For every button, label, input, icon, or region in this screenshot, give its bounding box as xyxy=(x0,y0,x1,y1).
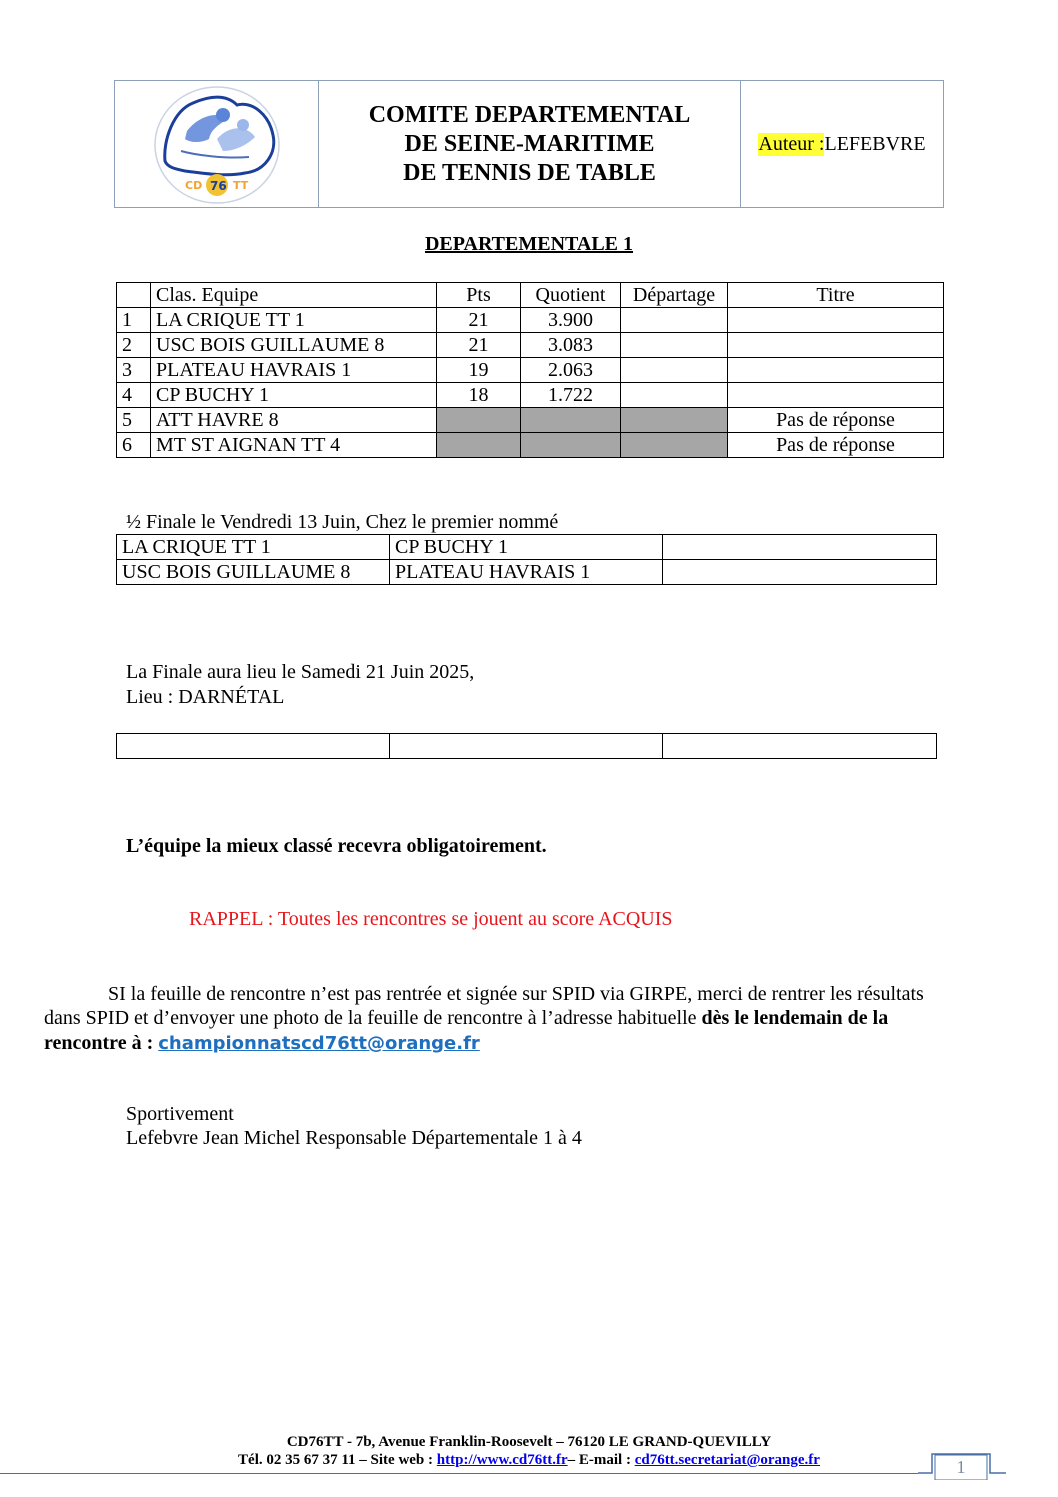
footer-site-link[interactable]: http://www.cd76tt.fr xyxy=(436,1452,568,1468)
footer-email-link[interactable]: cd76tt.secretariat@orange.fr xyxy=(634,1452,820,1468)
rank-cell: 5 xyxy=(117,408,151,433)
instructions-line-2 xyxy=(44,1006,1024,1031)
instructions-bold-text: dès le lendemain de la xyxy=(701,1007,889,1029)
team-cell: PLATEAU HAVRAIS 1 xyxy=(151,358,437,383)
footer-contact xyxy=(0,1451,1058,1469)
home-team-notice: L’équipe la mieux classé recevra obligatoirement. xyxy=(126,835,547,857)
cd76tt-logo-icon xyxy=(115,81,319,209)
svg-text:76: 76 xyxy=(210,179,227,193)
pts-cell: 21 xyxy=(437,308,521,333)
team-cell: USC BOIS GUILLAUME 8 xyxy=(151,333,437,358)
pts-cell: 21 xyxy=(437,333,521,358)
header-cell: Titre xyxy=(728,283,944,308)
titre-cell xyxy=(728,358,944,383)
footer-email-label: – E-mail : xyxy=(567,1452,635,1468)
signature-name: Lefebvre Jean Michel Responsable Départementale 1 à 4 xyxy=(126,1127,582,1149)
pts-cell xyxy=(437,408,521,433)
committee-title xyxy=(319,81,741,207)
result-cell xyxy=(663,535,937,560)
team-cell xyxy=(390,734,663,759)
team-cell: CP BUCHY 1 xyxy=(390,535,663,560)
departage-cell xyxy=(621,408,728,433)
table-row xyxy=(117,308,944,333)
departage-cell xyxy=(621,308,728,333)
author-cell xyxy=(741,81,943,207)
rank-cell: 6 xyxy=(117,433,151,458)
pts-cell xyxy=(437,433,521,458)
header-cell: Départage xyxy=(621,283,728,308)
author-name: LEFEBVRE xyxy=(824,132,926,155)
table-row xyxy=(117,408,944,433)
pts-cell: 19 xyxy=(437,358,521,383)
rank-cell: 1 xyxy=(117,308,151,333)
titre-cell xyxy=(728,333,944,358)
semi-final-caption: ½ Finale le Vendredi 13 Juin, Chez le premier nommé xyxy=(126,511,559,533)
header-box xyxy=(114,80,944,208)
semi-final-table xyxy=(116,534,937,585)
result-cell xyxy=(663,560,937,585)
quotient-cell xyxy=(521,408,621,433)
team-cell xyxy=(117,734,390,759)
quotient-cell: 3.900 xyxy=(521,308,621,333)
author-label: Auteur : xyxy=(758,132,825,155)
team-cell: LA CRIQUE TT 1 xyxy=(117,535,390,560)
table-row xyxy=(117,333,944,358)
svg-text:TT: TT xyxy=(233,179,249,192)
header-cell: Pts xyxy=(437,283,521,308)
team-cell: CP BUCHY 1 xyxy=(151,383,437,408)
pts-cell: 18 xyxy=(437,383,521,408)
titre-cell xyxy=(728,308,944,333)
footer-tel: Tél. 02 35 67 37 11 – Site web : xyxy=(238,1452,437,1468)
team-cell: PLATEAU HAVRAIS 1 xyxy=(390,560,663,585)
header-cell: Quotient xyxy=(521,283,621,308)
ranking-table xyxy=(116,282,944,458)
table-row xyxy=(117,734,937,759)
rank-cell: 3 xyxy=(117,358,151,383)
footer-address: CD76TT - 7b, Avenue Franklin-Roosevelt – 76120 LE GRAND-QUEVILLY xyxy=(286,1434,772,1450)
table-row xyxy=(117,560,937,585)
result-cell xyxy=(663,734,937,759)
titre-cell: Pas de réponse xyxy=(728,433,944,458)
rank-cell: 4 xyxy=(117,383,151,408)
team-cell: USC BOIS GUILLAUME 8 xyxy=(117,560,390,585)
final-table xyxy=(116,733,937,759)
instructions-line-1: SI la feuille de rencontre n’est pas rentrée et signée sur SPID via GIRPE, merci de rentrer les résultats xyxy=(108,983,924,1005)
table-row xyxy=(117,358,944,383)
table-header-row xyxy=(117,283,944,308)
quotient-cell xyxy=(521,433,621,458)
titre-cell xyxy=(728,383,944,408)
header-cell xyxy=(117,283,151,308)
quotient-cell: 1.722 xyxy=(521,383,621,408)
section-title: DEPARTEMENTALE 1 xyxy=(424,233,634,255)
final-date: La Finale aura lieu le Samedi 21 Juin 2025, xyxy=(126,661,475,683)
instructions-text: dans SPID et d’envoyer une photo de la feuille de rencontre à l’adresse habituelle xyxy=(44,1007,702,1029)
header-cell: Clas. Equipe xyxy=(151,283,437,308)
instructions-line-3 xyxy=(44,1031,480,1056)
rank-cell: 2 xyxy=(117,333,151,358)
signature-greeting: Sportivement xyxy=(126,1103,234,1125)
title-line-2: DE SEINE-MARITIME xyxy=(404,130,655,157)
team-cell: ATT HAVRE 8 xyxy=(151,408,437,433)
title-line-1: COMITE DEPARTEMENTAL xyxy=(368,101,691,128)
table-row xyxy=(117,535,937,560)
svg-text:CD: CD xyxy=(185,179,203,192)
final-location: Lieu : DARNÉTAL xyxy=(126,686,285,708)
departage-cell xyxy=(621,358,728,383)
page-number: 1 xyxy=(956,1457,966,1477)
quotient-cell: 3.083 xyxy=(521,333,621,358)
instructions-bold-text: rencontre à : xyxy=(44,1032,159,1054)
departage-cell xyxy=(621,383,728,408)
quotient-cell: 2.063 xyxy=(521,358,621,383)
footer-divider xyxy=(0,1473,918,1474)
team-cell: MT ST AIGNAN TT 4 xyxy=(151,433,437,458)
table-row xyxy=(117,383,944,408)
logo-cell xyxy=(115,81,319,207)
departage-cell xyxy=(621,333,728,358)
reminder-text: RAPPEL : Toutes les rencontres se jouent au score ACQUIS xyxy=(189,908,673,930)
titre-cell: Pas de réponse xyxy=(728,408,944,433)
team-cell: LA CRIQUE TT 1 xyxy=(151,308,437,333)
table-row xyxy=(117,433,944,458)
departage-cell xyxy=(621,433,728,458)
championship-email-link[interactable]: championnatscd76tt@orange.fr xyxy=(158,1033,480,1054)
title-line-3: DE TENNIS DE TABLE xyxy=(403,159,656,186)
